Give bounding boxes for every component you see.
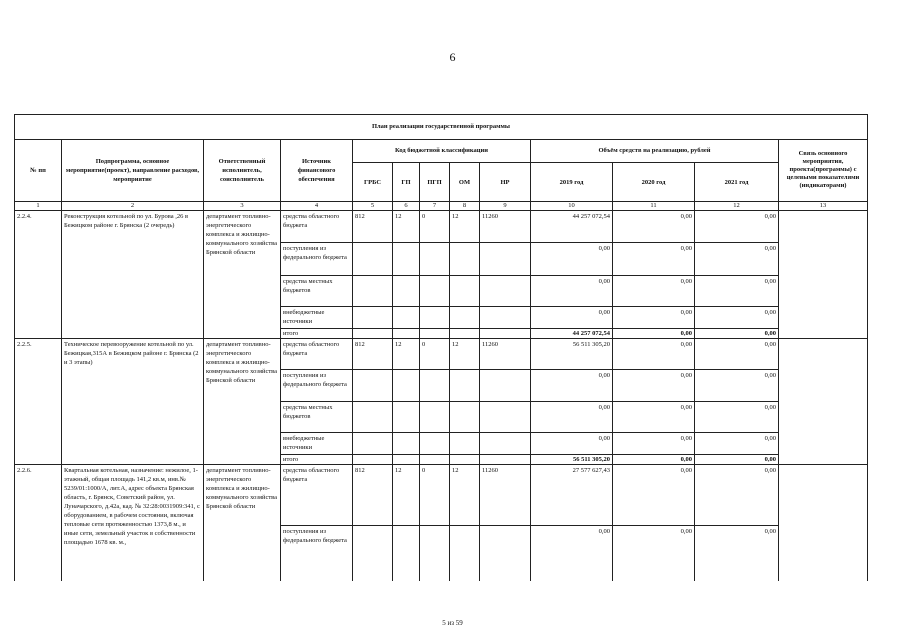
code-gp bbox=[393, 307, 420, 329]
amount-2021: 0,00 bbox=[695, 307, 779, 329]
total-2020: 0,00 bbox=[613, 329, 695, 339]
header-responsible: Ответственный исполнитель, соисполнитель bbox=[204, 139, 281, 202]
header-np: НР bbox=[480, 163, 531, 202]
header-subprogram: Подпрограмма, основное мероприятие(проект), направление расходов, мероприятие bbox=[62, 139, 204, 202]
code-grbs bbox=[353, 402, 393, 433]
code-om bbox=[450, 329, 480, 339]
funding-source: внебюджетные источники bbox=[281, 307, 353, 329]
code-grbs: 812 bbox=[353, 339, 393, 370]
indicator-link-cell bbox=[779, 211, 867, 339]
code-grbs bbox=[353, 307, 393, 329]
col-number: 10 bbox=[531, 202, 613, 211]
amount-2021: 0,00 bbox=[695, 370, 779, 402]
amount-2019: 27 577 627,43 bbox=[531, 465, 613, 526]
amount-2020: 0,00 bbox=[613, 339, 695, 370]
row-number: 2.2.5. bbox=[15, 339, 62, 465]
code-pgp bbox=[420, 307, 450, 329]
funding-source: поступления из федерального бюджета bbox=[281, 243, 353, 276]
code-gp: 12 bbox=[393, 465, 420, 526]
amount-2020: 0,00 bbox=[613, 307, 695, 329]
header-budget-code: Код бюджетной классификации bbox=[353, 139, 531, 163]
col-number: 2 bbox=[62, 202, 204, 211]
code-gp bbox=[393, 243, 420, 276]
amount-2020: 0,00 bbox=[613, 526, 695, 581]
code-om: 12 bbox=[450, 211, 480, 243]
amount-2021: 0,00 bbox=[695, 402, 779, 433]
code-om bbox=[450, 307, 480, 329]
amount-2020: 0,00 bbox=[613, 433, 695, 455]
amount-2020: 0,00 bbox=[613, 465, 695, 526]
amount-2020: 0,00 bbox=[613, 370, 695, 402]
table-title: План реализации государственной программы bbox=[15, 115, 867, 140]
amount-2020: 0,00 bbox=[613, 243, 695, 276]
code-grbs bbox=[353, 455, 393, 465]
funding-source: средства областного бюджета bbox=[281, 465, 353, 526]
col-number: 6 bbox=[393, 202, 420, 211]
funding-source: средства областного бюджета bbox=[281, 211, 353, 243]
code-gp bbox=[393, 329, 420, 339]
code-pgp bbox=[420, 276, 450, 307]
code-pgp bbox=[420, 370, 450, 402]
page-footer: 5 из 59 bbox=[442, 619, 463, 627]
code-om bbox=[450, 370, 480, 402]
amount-2019: 0,00 bbox=[531, 243, 613, 276]
code-np bbox=[480, 455, 531, 465]
code-np: 11260 bbox=[480, 339, 531, 370]
code-grbs bbox=[353, 433, 393, 455]
code-np bbox=[480, 243, 531, 276]
indicator-link-cell bbox=[779, 465, 867, 581]
amount-2019: 56 511 305,20 bbox=[531, 339, 613, 370]
code-np: 11260 bbox=[480, 211, 531, 243]
amount-2021: 0,00 bbox=[695, 526, 779, 581]
code-pgp bbox=[420, 433, 450, 455]
row-number: 2.2.6. bbox=[15, 465, 62, 581]
code-grbs bbox=[353, 243, 393, 276]
header-om: ОМ bbox=[450, 163, 480, 202]
header-2020: 2020 год bbox=[613, 163, 695, 202]
code-pgp bbox=[420, 243, 450, 276]
amount-2021: 0,00 bbox=[695, 243, 779, 276]
indicator-link-cell bbox=[779, 339, 867, 465]
funding-source: средства местных бюджетов bbox=[281, 402, 353, 433]
header-no: № пп bbox=[15, 139, 62, 202]
amount-2021: 0,00 bbox=[695, 276, 779, 307]
amount-2021: 0,00 bbox=[695, 211, 779, 243]
code-pgp bbox=[420, 455, 450, 465]
code-pgp bbox=[420, 402, 450, 433]
amount-2019: 0,00 bbox=[531, 276, 613, 307]
total-2019: 56 511 305,20 bbox=[531, 455, 613, 465]
code-pgp: 0 bbox=[420, 211, 450, 243]
col-number: 13 bbox=[779, 202, 867, 211]
responsible-executor: департамент топливно-энергетического комплекса и жилищно-коммунального хозяйства Брянской области bbox=[204, 211, 281, 339]
total-label: итого bbox=[281, 455, 353, 465]
col-number: 11 bbox=[613, 202, 695, 211]
code-pgp bbox=[420, 329, 450, 339]
responsible-executor: департамент топливно-энергетического комплекса и жилищно-коммунального хозяйства Брянской области bbox=[204, 339, 281, 465]
amount-2020: 0,00 bbox=[613, 276, 695, 307]
header-link: Связь основного мероприятия, проекта(программы) с целевыми показателями (индикаторами) bbox=[779, 139, 867, 202]
amount-2020: 0,00 bbox=[613, 211, 695, 243]
header-2021: 2021 год bbox=[695, 163, 779, 202]
code-grbs: 812 bbox=[353, 211, 393, 243]
code-pgp: 0 bbox=[420, 465, 450, 526]
code-om bbox=[450, 455, 480, 465]
col-number: 8 bbox=[450, 202, 480, 211]
col-number: 7 bbox=[420, 202, 450, 211]
code-grbs bbox=[353, 370, 393, 402]
code-gp bbox=[393, 370, 420, 402]
code-grbs bbox=[353, 526, 393, 581]
amount-2019: 0,00 bbox=[531, 526, 613, 581]
header-2019: 2019 год bbox=[531, 163, 613, 202]
total-label: итого bbox=[281, 329, 353, 339]
code-om: 12 bbox=[450, 465, 480, 526]
amount-2019: 0,00 bbox=[531, 433, 613, 455]
amount-2019: 0,00 bbox=[531, 307, 613, 329]
page-number: 6 bbox=[449, 50, 456, 64]
amount-2020: 0,00 bbox=[613, 402, 695, 433]
col-number: 3 bbox=[204, 202, 281, 211]
header-gp: ГП bbox=[393, 163, 420, 202]
col-number: 4 bbox=[281, 202, 353, 211]
code-om bbox=[450, 243, 480, 276]
code-grbs bbox=[353, 276, 393, 307]
amount-2019: 0,00 bbox=[531, 370, 613, 402]
funding-source: поступления из федерального бюджета bbox=[281, 370, 353, 402]
amount-2021: 0,00 bbox=[695, 465, 779, 526]
col-number: 12 bbox=[695, 202, 779, 211]
code-grbs bbox=[353, 329, 393, 339]
code-np: 11260 bbox=[480, 465, 531, 526]
col-number: 9 bbox=[480, 202, 531, 211]
total-2020: 0,00 bbox=[613, 455, 695, 465]
funding-source: поступления из федерального бюджета bbox=[281, 526, 353, 581]
code-np bbox=[480, 329, 531, 339]
code-gp bbox=[393, 433, 420, 455]
code-gp bbox=[393, 526, 420, 581]
code-om bbox=[450, 276, 480, 307]
responsible-executor: департамент топливно-энергетического комплекса и жилищно-коммунального хозяйства Брянской области bbox=[204, 465, 281, 581]
code-om bbox=[450, 402, 480, 433]
program-plan-table bbox=[14, 114, 868, 581]
col-number: 1 bbox=[15, 202, 62, 211]
code-np bbox=[480, 402, 531, 433]
code-pgp: 0 bbox=[420, 339, 450, 370]
total-2021: 0,00 bbox=[695, 329, 779, 339]
code-np bbox=[480, 370, 531, 402]
header-pgp: ПГП bbox=[420, 163, 450, 202]
total-2019: 44 257 072,54 bbox=[531, 329, 613, 339]
code-gp bbox=[393, 276, 420, 307]
measure-name: Техническое перевооружение котельной по ул. Бежицкая,315А в Бежицком районе г. Брянска (2 и 3 этапы) bbox=[62, 339, 204, 465]
code-np bbox=[480, 526, 531, 581]
measure-name: Квартальная котельная, назначение: нежилое, 1-этажный, общая площадь 141,2 кв.м, инв.№ 5239/01:1000/А, лит.А, адрес объекта Брянская область, г. Брянск, Советский район, ул. Луначарского, д.42а, кад. № 32:28:0031909:341, с оборудованием, в рабочем состоянии, включая тепловые сети протяженностью 1373,8 м., и иные сети, земельный участок в собственности площадью 1678 кв. м., bbox=[62, 465, 204, 581]
code-om bbox=[450, 433, 480, 455]
funding-source: внебюджетные источники bbox=[281, 433, 353, 455]
amount-2019: 0,00 bbox=[531, 402, 613, 433]
total-2021: 0,00 bbox=[695, 455, 779, 465]
funding-source: средства местных бюджетов bbox=[281, 276, 353, 307]
code-gp bbox=[393, 402, 420, 433]
amount-2019: 44 257 072,54 bbox=[531, 211, 613, 243]
code-om: 12 bbox=[450, 339, 480, 370]
measure-name: Реконструкция котельной по ул. Бурова ,26 в Бежицком районе г. Брянска (2 очередь) bbox=[62, 211, 204, 339]
code-grbs: 812 bbox=[353, 465, 393, 526]
amount-2021: 0,00 bbox=[695, 433, 779, 455]
row-number: 2.2.4. bbox=[15, 211, 62, 339]
code-pgp bbox=[420, 526, 450, 581]
code-np bbox=[480, 433, 531, 455]
header-volume: Объём средств на реализацию, рублей bbox=[531, 139, 779, 163]
code-om bbox=[450, 526, 480, 581]
funding-source: средства областного бюджета bbox=[281, 339, 353, 370]
code-gp: 12 bbox=[393, 211, 420, 243]
code-np bbox=[480, 276, 531, 307]
col-number: 5 bbox=[353, 202, 393, 211]
header-grbs: ГРБС bbox=[353, 163, 393, 202]
header-source: Источник финансового обеспечения bbox=[281, 139, 353, 202]
code-np bbox=[480, 307, 531, 329]
code-gp: 12 bbox=[393, 339, 420, 370]
amount-2021: 0,00 bbox=[695, 339, 779, 370]
code-gp bbox=[393, 455, 420, 465]
